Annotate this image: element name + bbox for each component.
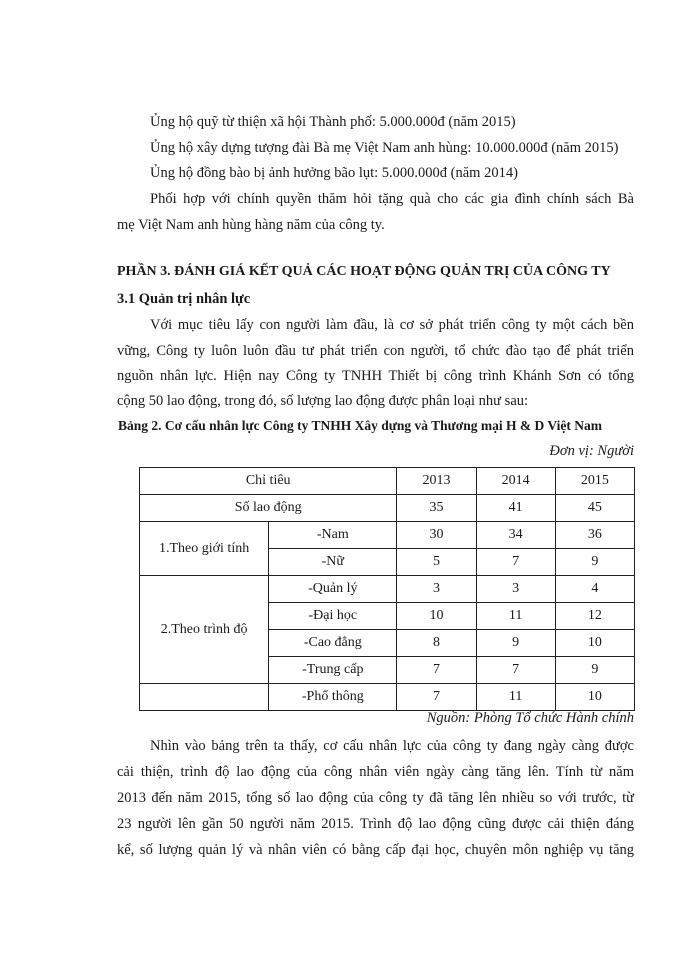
table-title: Bảng 2. Cơ cấu nhân lực Công ty TNHH Xây dựng và Thương mại H & D Việt Nam <box>118 418 602 433</box>
hr-para-line-1: Với mục tiêu lấy con người làm đầu, là cơ sở phát triển công ty một cách bền <box>150 317 634 333</box>
header-year: 2015 <box>555 468 634 495</box>
hr-para-line-3: nguồn nhân lực. Hiện nay Công ty TNHH Thiết bị công trình Khánh Sơn có tổng <box>117 368 634 384</box>
cell-value: 41 <box>476 495 555 522</box>
cell-value: 5 <box>397 549 476 576</box>
cell-value: 10 <box>555 630 634 657</box>
cell-value: 12 <box>555 603 634 630</box>
coop-line-1: Phối hợp với chính quyền thăm hỏi tặng quà cho các gia đình chính sách Bà <box>150 191 634 207</box>
analysis-line-2: cải thiện, trình độ lao động của công nhân viên ngày càng tăng lên. Tính từ năm <box>117 764 634 780</box>
cell-value: 34 <box>476 522 555 549</box>
cell-value: 11 <box>476 603 555 630</box>
cell-value: 45 <box>555 495 634 522</box>
cell-value: 7 <box>476 549 555 576</box>
cell-value: 36 <box>555 522 634 549</box>
cell-value: 3 <box>397 576 476 603</box>
row-label: -Trung cấp <box>269 657 397 684</box>
row-label: -Đại học <box>269 603 397 630</box>
donation-line-1: Ủng hộ quỹ từ thiện xã hội Thành phố: 5.000.000đ (năm 2015) <box>150 114 516 130</box>
row-label: -Quản lý <box>269 576 397 603</box>
analysis-line-5: kể, số lượng quản lý và nhân viên có bằng cấp đại học, chuyên môn nghiệp vụ tăng <box>117 842 634 858</box>
row-label: -Nam <box>269 522 397 549</box>
row-label: -Phổ thông <box>269 684 397 711</box>
hr-para-line-2: vững, Công ty luôn luôn đầu tư phát triển con người, tổ chức đào tạo để phát triển <box>117 343 634 359</box>
analysis-line-4: 23 người lên gần 50 người năm 2015. Trình độ lao động cũng được cải thiện đáng <box>117 816 634 832</box>
empty-cell <box>140 684 269 711</box>
row-label: -Cao đẳng <box>269 630 397 657</box>
cell-value: 4 <box>555 576 634 603</box>
coop-line-2: mẹ Việt Nam anh hùng hàng năm của công ty. <box>117 217 385 233</box>
cell-value: 35 <box>397 495 476 522</box>
cell-value: 7 <box>397 657 476 684</box>
subsection-heading: 3.1 Quản trị nhân lực <box>117 291 251 307</box>
hr-para-line-4: cộng 50 lao động, trong đó, số lượng lao động được phân loại như sau: <box>117 393 529 409</box>
cell-value: 9 <box>555 657 634 684</box>
header-year: 2013 <box>397 468 476 495</box>
cell-value: 10 <box>555 684 634 711</box>
table-header-row <box>140 468 635 495</box>
table-row <box>140 684 635 711</box>
section-heading: PHẦN 3. ĐÁNH GIÁ KẾT QUẢ CÁC HOẠT ĐỘNG QUẢN TRỊ CỦA CÔNG TY <box>117 264 611 279</box>
cell-value: 8 <box>397 630 476 657</box>
cell-value: 7 <box>476 657 555 684</box>
workforce-table <box>139 467 635 711</box>
cell-value: 30 <box>397 522 476 549</box>
table-row <box>140 576 635 603</box>
analysis-line-3: 2013 đến năm 2015, tổng số lao động của công ty đã tăng lên nhiều so với trước, từ <box>117 790 634 806</box>
group-label-gender: 1.Theo giới tính <box>140 522 269 576</box>
unit-note: Đơn vị: Người <box>549 443 634 459</box>
row-label: -Nữ <box>269 549 397 576</box>
cell-value: 7 <box>397 684 476 711</box>
header-label: Chỉ tiêu <box>140 468 397 495</box>
cell-value: 9 <box>476 630 555 657</box>
donation-line-2: Ủng hộ xây dựng tượng đài Bà mẹ Việt Nam anh hùng: 10.000.000đ (năm 2015) <box>150 140 619 156</box>
cell-value: 9 <box>555 549 634 576</box>
donation-line-3: Ủng hộ đồng bào bị ảnh hưởng bão lụt: 5.000.000đ (năm 2014) <box>150 165 518 181</box>
cell-value: 11 <box>476 684 555 711</box>
cell-value: 3 <box>476 576 555 603</box>
cell-value: 10 <box>397 603 476 630</box>
table-row <box>140 522 635 549</box>
group-label-education: 2.Theo trình độ <box>140 576 269 684</box>
row-label: Số lao động <box>140 495 397 522</box>
analysis-line-1: Nhìn vào bảng trên ta thấy, cơ cấu nhân lực của công ty đang ngày càng được <box>150 738 634 754</box>
table-row <box>140 495 635 522</box>
header-year: 2014 <box>476 468 555 495</box>
source-note: Nguồn: Phòng Tổ chức Hành chính <box>426 710 634 726</box>
